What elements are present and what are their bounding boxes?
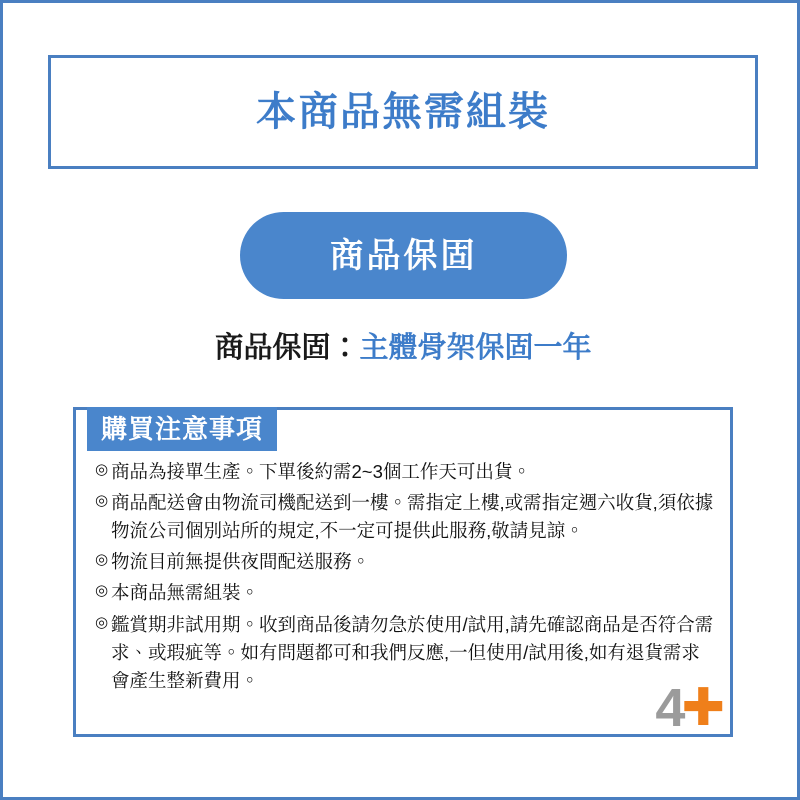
brand-logo (655, 678, 725, 738)
list-item (95, 548, 715, 576)
no-assembly-banner (48, 55, 758, 169)
list-item-text: 物流目前無提供夜間配送服務。 (111, 551, 371, 573)
warranty-pill (240, 212, 567, 299)
warranty-statement-value: 主體骨架保固一年 (359, 332, 592, 364)
list-item (95, 458, 715, 486)
list-item-text: 鑑賞期非試用期。收到商品後請勿急於使用/試用,請先確認商品是否符合需求、或瑕疵等。如有問題都可和我們反應,一但使用/試用後,如有退貨需求會產生整新費用。 (111, 613, 714, 691)
warranty-statement-label: 商品保固： (214, 332, 360, 364)
bullet-icon: ◎ (95, 492, 109, 510)
list-item (95, 489, 715, 545)
bullet-icon: ◎ (95, 461, 109, 478)
list-item-text: 本商品無需組裝。 (111, 582, 260, 604)
list-item-text: 商品配送會由物流司機配送到一樓。需指定上樓,或需指定週六收貨,須依據物流公司個別站所的規定,不一定可提供此服務,敬請見諒。 (111, 492, 714, 542)
list-item (95, 579, 715, 607)
purchase-notice-title: 購買注意事項 (101, 414, 264, 444)
no-assembly-banner-text: 本商品無需組裝 (256, 90, 550, 134)
list-item-text: 商品為接單生產。下單後約需2~3個工作天可出貨。 (111, 461, 531, 482)
bullet-icon: ◎ (95, 613, 109, 631)
warranty-statement (3, 331, 800, 366)
list-item (95, 611, 715, 695)
plus-icon: ✚ (681, 679, 725, 737)
bullet-icon: ◎ (95, 551, 109, 569)
purchase-notice-title-tab (87, 407, 277, 451)
purchase-notice-list (73, 458, 733, 698)
bullet-icon: ◎ (95, 582, 109, 600)
brand-logo-digit: 4 (655, 678, 684, 738)
warranty-pill-label: 商品保固 (329, 236, 478, 275)
